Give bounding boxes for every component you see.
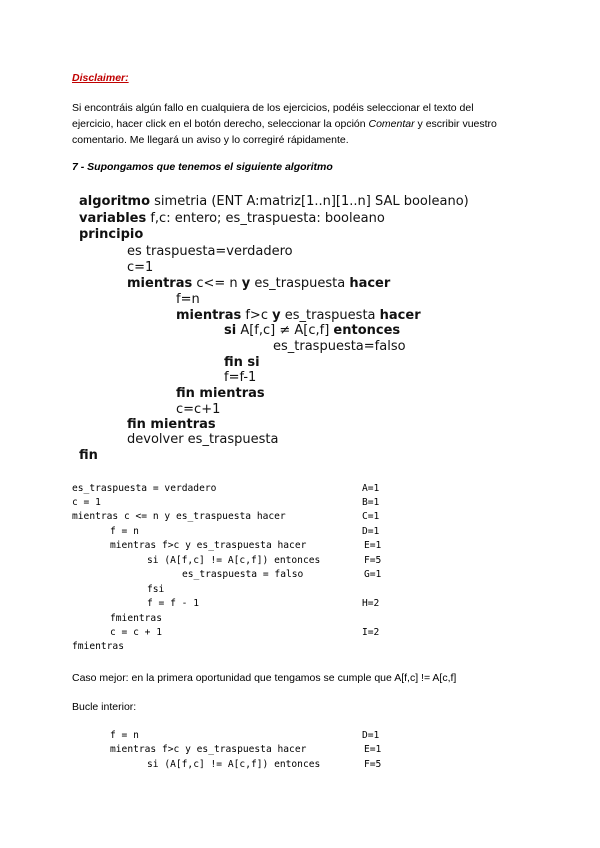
algo-line-9 (224, 322, 400, 339)
algo-line-4: es traspuesta=verdadero (127, 244, 293, 259)
algo-keyword: hacer (379, 308, 421, 323)
algo-text: es_traspuesta (280, 308, 380, 323)
algo-line-10: es_traspuesta=falso (273, 339, 406, 354)
cost-code-8: fsi (147, 584, 165, 595)
algo-line-2 (79, 210, 385, 227)
algo-text: es_traspuesta (250, 276, 350, 291)
algo-keyword: fin (79, 448, 98, 463)
algo-line-14: c=c+1 (176, 402, 221, 417)
algo-keyword: hacer (349, 276, 391, 291)
algo-keyword: fin mientras (127, 417, 216, 432)
cost-code-2: c = 1 (72, 497, 101, 508)
algo-text: simetria (ENT A:matriz[1..n][1..n] SAL booleano) (150, 194, 469, 209)
algo-keyword: mientras (127, 276, 193, 291)
comentar-option: Comentar (368, 118, 415, 130)
algo-keyword: fin mientras (176, 386, 265, 401)
inner-code-3: si (A[f,c] != A[c,f]) entonces (147, 759, 321, 770)
algo-line-16: devolver es_traspuesta (127, 432, 279, 447)
algo-line-5: c=1 (127, 260, 154, 275)
cost-value-3: C=1 (362, 511, 380, 522)
cost-value-6: F=5 (364, 555, 382, 566)
cost-value-4: D=1 (362, 526, 380, 537)
algo-line-6 (127, 275, 390, 292)
algo-keyword: si (224, 323, 237, 338)
disclaimer-line-2-text: ejercicio, hacer click en el botón derecho, seleccionar la opción (72, 118, 369, 130)
algo-line-7: f=n (176, 292, 200, 307)
best-case-text: Caso mejor: en la primera oportunidad que tengamos se cumple que A[f,c] != A[c,f] (72, 672, 457, 684)
algo-keyword: y (241, 276, 251, 291)
cost-value-2: B=1 (362, 497, 380, 508)
algo-line-12: f=f-1 (224, 370, 257, 385)
algo-text: f,c: entero; es_traspuesta: booleano (146, 211, 385, 226)
disclaimer-title: Disclaimer: (72, 72, 129, 84)
algo-keyword: principio (79, 227, 144, 242)
cost-code-9: f = f - 1 (147, 598, 199, 609)
algo-keyword: y (272, 308, 281, 323)
algo-text: f>c (241, 308, 273, 323)
disclaimer-line-1: Si encontráis algún fallo en cualquiera de los ejercicios, podéis seleccionar el texto del (72, 102, 474, 114)
cost-code-12: fmientras (72, 641, 124, 652)
algo-keyword: variables (79, 211, 147, 226)
algo-keyword: fin si (224, 355, 260, 370)
cost-code-3: mientras c <= n y es_traspuesta hacer (72, 511, 286, 522)
inner-code-1: f = n (110, 730, 139, 741)
cost-code-10: fmientras (110, 613, 162, 624)
algo-line-17 (79, 447, 98, 464)
cost-code-7: es_traspuesta = falso (182, 569, 304, 580)
cost-value-7: G=1 (364, 569, 382, 580)
algo-text: A[f,c] ≠ A[c,f] (236, 323, 334, 338)
cost-value-1: A=1 (362, 483, 380, 494)
cost-code-11: c = c + 1 (110, 627, 162, 638)
cost-value-5: E=1 (364, 540, 382, 551)
inner-value-3: F=5 (364, 759, 382, 770)
cost-value-11: I=2 (362, 627, 380, 638)
exercise-heading: 7 - Supongamos que tenemos el siguiente algoritmo (72, 161, 333, 173)
inner-loop-title: Bucle interior: (72, 701, 137, 713)
algo-line-3 (79, 226, 143, 243)
disclaimer-line-2-end: y escribir vuestro (414, 118, 497, 130)
cost-value-9: H=2 (362, 598, 380, 609)
algo-text: c<= n (192, 276, 242, 291)
inner-value-2: E=1 (364, 744, 382, 755)
cost-code-6: si (A[f,c] != A[c,f]) entonces (147, 555, 321, 566)
disclaimer-line-3: comentario. Me llegará un aviso y lo corregiré rápidamente. (72, 134, 349, 146)
algo-keyword: entonces (333, 323, 401, 338)
inner-value-1: D=1 (362, 730, 380, 741)
inner-code-2: mientras f>c y es_traspuesta hacer (110, 744, 307, 755)
cost-code-1: es_traspuesta = verdadero (72, 483, 217, 494)
algo-keyword: algoritmo (79, 194, 151, 209)
cost-code-4: f = n (110, 526, 139, 537)
disclaimer-line-2 (72, 116, 497, 132)
algo-line-13 (176, 385, 265, 402)
algo-line-1 (79, 193, 469, 210)
algo-keyword: mientras (176, 308, 242, 323)
cost-code-5: mientras f>c y es_traspuesta hacer (110, 540, 307, 551)
